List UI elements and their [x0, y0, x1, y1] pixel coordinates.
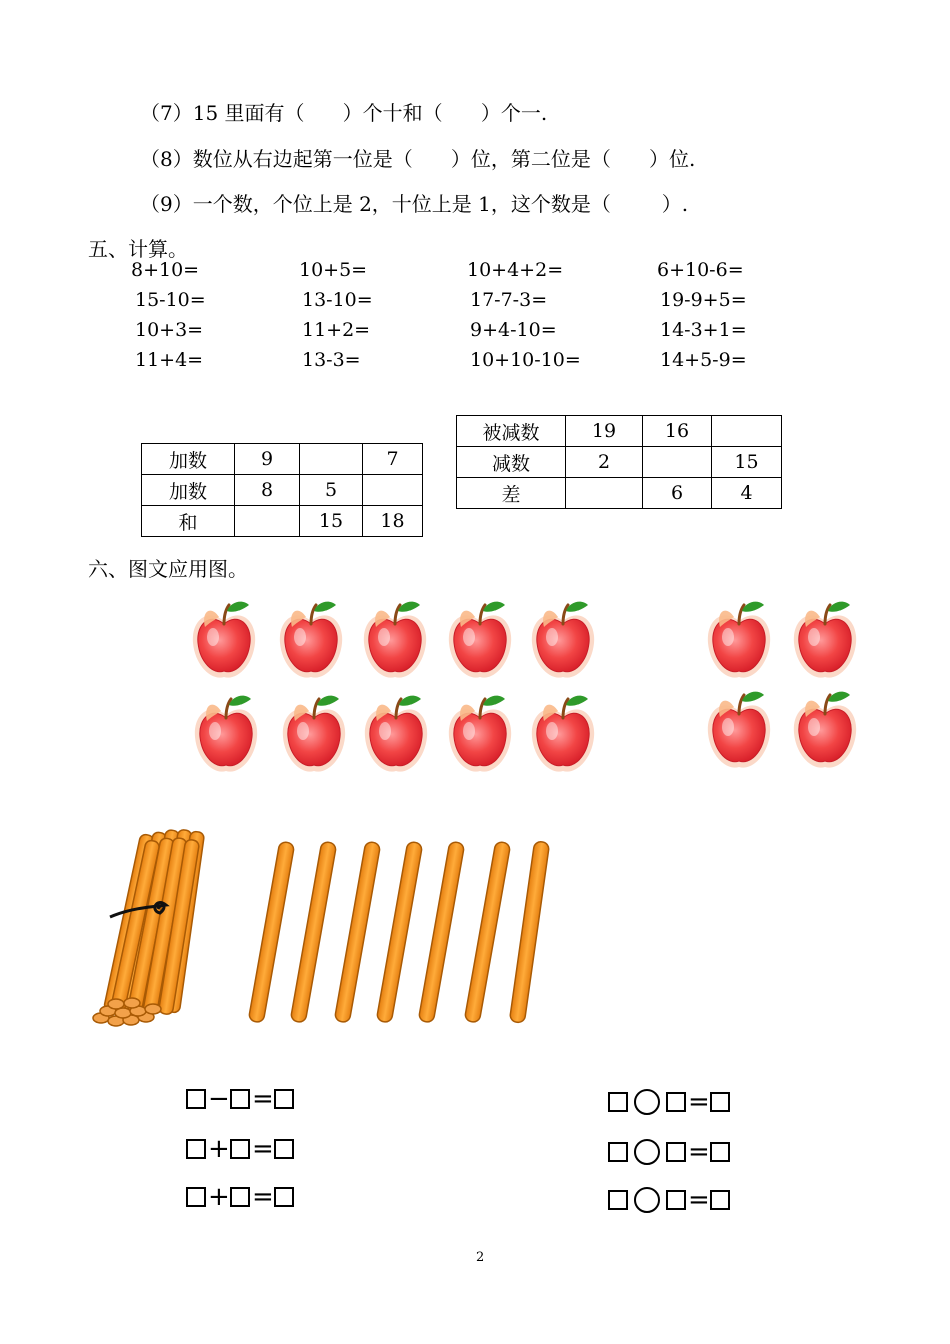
calc-item: 6+10-6= [657, 259, 744, 281]
table-cell [566, 478, 643, 509]
sticks-figure [88, 825, 580, 1037]
table-cell [300, 444, 363, 475]
answer-box[interactable] [666, 1142, 686, 1162]
subtraction-table [456, 415, 782, 509]
table-cell: 被减数 [457, 416, 566, 447]
calc-item: 14-3+1= [660, 319, 747, 341]
answer-box[interactable] [186, 1139, 206, 1159]
table-cell: 8 [235, 475, 300, 506]
answer-box[interactable] [608, 1092, 628, 1112]
equals-sign: = [688, 1185, 710, 1215]
calc-item: 19-9+5= [660, 289, 747, 311]
calc-item: 11+2= [302, 319, 371, 341]
calc-item: 15-10= [135, 289, 206, 311]
table-cell [235, 506, 300, 537]
answer-box[interactable] [274, 1139, 294, 1159]
answer-box[interactable] [608, 1142, 628, 1162]
apples-right-figure [700, 595, 870, 780]
table-cell: 加数 [142, 444, 235, 475]
table-cell: 9 [235, 444, 300, 475]
operator-circle[interactable] [634, 1187, 660, 1213]
table-cell: 差 [457, 478, 566, 509]
answer-box[interactable] [230, 1187, 250, 1207]
calc-item: 10+5= [299, 259, 368, 281]
equation-row [186, 1134, 294, 1164]
calc-item: 13-10= [302, 289, 373, 311]
answer-box[interactable] [274, 1089, 294, 1109]
equals-sign: = [688, 1137, 710, 1167]
calc-item: 13-3= [302, 349, 361, 371]
operator-sign: + [208, 1134, 230, 1164]
table-cell: 4 [712, 478, 782, 509]
answer-box[interactable] [186, 1089, 206, 1109]
answer-box[interactable] [230, 1089, 250, 1109]
question-9: （9）一个数，个位上是 2，十位上是 1，这个数是（ ）. [140, 192, 689, 216]
section-5-title: 五、计算。 [88, 237, 188, 261]
table-cell: 19 [566, 416, 643, 447]
answer-box[interactable] [230, 1139, 250, 1159]
equation-row [608, 1089, 730, 1115]
operator-circle[interactable] [634, 1139, 660, 1165]
question-8: （8）数位从右边起第一位是（ ）位，第二位是（ ）位. [140, 147, 696, 171]
answer-box[interactable] [710, 1092, 730, 1112]
calc-item: 14+5-9= [660, 349, 747, 371]
table-cell: 减数 [457, 447, 566, 478]
answer-box[interactable] [186, 1187, 206, 1207]
operator-circle[interactable] [634, 1089, 660, 1115]
answer-box[interactable] [710, 1142, 730, 1162]
equals-sign: = [252, 1134, 274, 1164]
answer-box[interactable] [274, 1187, 294, 1207]
table-cell: 5 [300, 475, 363, 506]
apples-left-figure [185, 595, 615, 785]
equation-row [186, 1182, 294, 1212]
question-7: （7）15 里面有（ ）个十和（ ）个一. [140, 101, 548, 125]
equals-sign: = [688, 1087, 710, 1117]
equals-sign: = [252, 1084, 274, 1114]
calc-item: 10+4+2= [467, 259, 564, 281]
table-cell: 2 [566, 447, 643, 478]
answer-box[interactable] [710, 1190, 730, 1210]
table-cell: 加数 [142, 475, 235, 506]
calc-item: 9+4-10= [470, 319, 557, 341]
table-cell: 18 [363, 506, 423, 537]
answer-box[interactable] [608, 1190, 628, 1210]
page-number: 2 [476, 1250, 485, 1265]
table-cell [643, 447, 712, 478]
table-cell [712, 416, 782, 447]
table-cell: 7 [363, 444, 423, 475]
section-6-title: 六、图文应用图。 [88, 557, 248, 581]
calc-item: 17-7-3= [470, 289, 548, 311]
operator-sign: + [208, 1182, 230, 1212]
calc-item: 10+3= [135, 319, 204, 341]
table-cell: 15 [712, 447, 782, 478]
equation-row [608, 1139, 730, 1165]
operator-sign: − [208, 1084, 230, 1114]
table-cell: 16 [643, 416, 712, 447]
table-cell: 6 [643, 478, 712, 509]
calc-item: 8+10= [131, 259, 200, 281]
equals-sign: = [252, 1182, 274, 1212]
equation-row [186, 1084, 294, 1114]
table-cell: 和 [142, 506, 235, 537]
answer-box[interactable] [666, 1092, 686, 1112]
addition-table [141, 443, 423, 537]
table-cell [363, 475, 423, 506]
table-cell: 15 [300, 506, 363, 537]
equation-row [608, 1187, 730, 1213]
calc-item: 11+4= [135, 349, 204, 371]
calc-item: 10+10-10= [470, 349, 581, 371]
answer-box[interactable] [666, 1190, 686, 1210]
